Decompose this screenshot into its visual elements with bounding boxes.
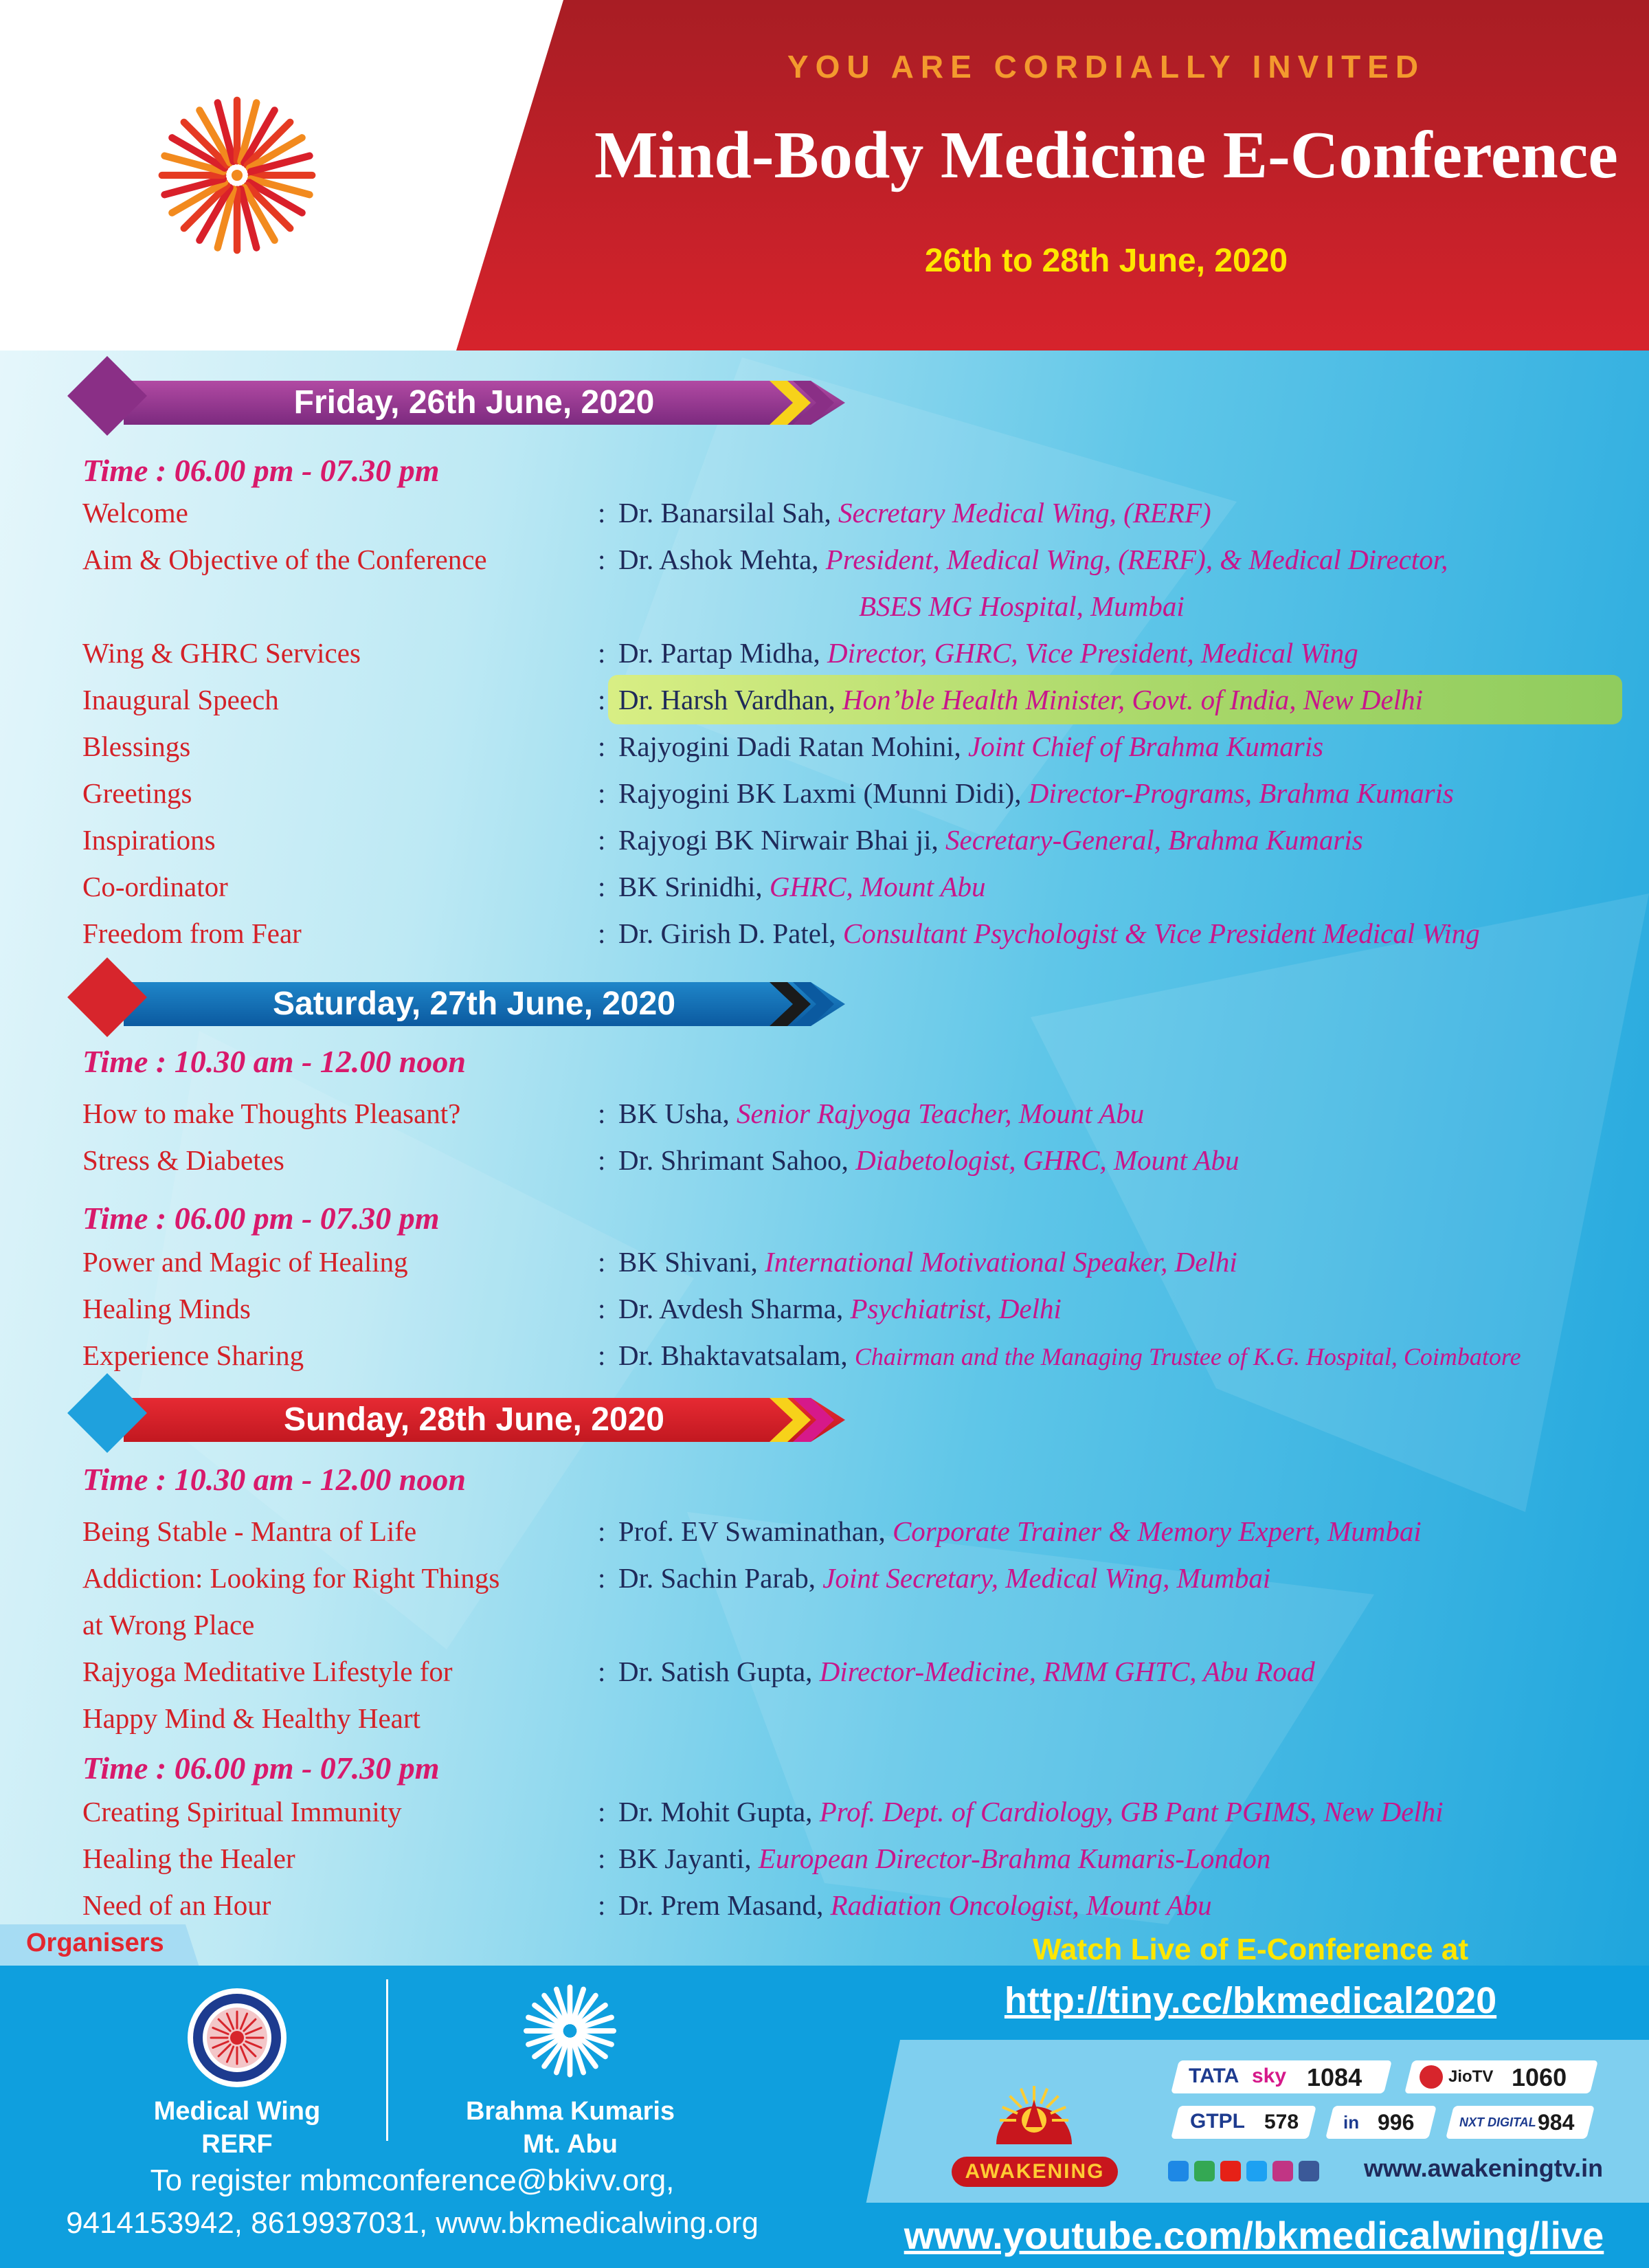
channel-nxt-digital: [1446, 2106, 1595, 2139]
session-time: Time : 06.00 pm - 07.30 pm: [82, 453, 440, 488]
agenda-topic: Welcome: [82, 497, 188, 529]
organisers-label: Organisers: [26, 1928, 164, 1957]
day-label: Friday, 26th June, 2020: [293, 384, 655, 421]
agenda-row: [82, 917, 1649, 958]
agenda-topic: Greetings: [82, 777, 192, 809]
channel-number: 1084: [1307, 2063, 1362, 2091]
speaker-name: Rajyogini BK Laxmi (Munni Didi),: [618, 777, 1022, 809]
agenda-row: [82, 543, 1649, 631]
separator-colon: :: [598, 1098, 606, 1129]
web-icon[interactable]: [1168, 2161, 1189, 2181]
channel-name: JioTV: [1448, 2067, 1494, 2086]
agenda-row: [82, 1561, 1649, 1649]
day-banner-sunday: [76, 1381, 866, 1458]
day-label: Saturday, 27th June, 2020: [272, 986, 676, 1022]
separator-colon: :: [598, 1293, 606, 1324]
agenda-speaker-line: [618, 823, 1363, 856]
agenda-topic: Power and Magic of Healing: [82, 1246, 408, 1278]
agenda-topic: Healing the Healer: [82, 1843, 295, 1874]
speaker-role: President, Medical Wing, (RERF), & Medical Director,: [825, 544, 1448, 575]
conference-title: Mind-Body Medicine E-Conference: [594, 118, 1618, 192]
speaker-name: Dr. Satish Gupta,: [618, 1656, 813, 1687]
awakening-website[interactable]: www.awakeningtv.in: [1364, 2154, 1604, 2182]
day-banner-friday: [76, 364, 866, 441]
speaker-name: Rajyogi BK Nirwair Bhai ji,: [618, 824, 939, 856]
separator-colon: :: [598, 497, 606, 529]
separator-colon: :: [598, 777, 606, 809]
speaker-role: Director, GHRC, Vice President, Medical Wing: [827, 637, 1358, 669]
speaker-role-continued: BSES MG Hospital, Mumbai: [859, 590, 1185, 622]
separator-colon: :: [598, 1246, 606, 1278]
speaker-name: Dr. Avdesh Sharma,: [618, 1293, 844, 1324]
agenda-row: [82, 496, 1649, 537]
agenda-topic: Need of an Hour: [82, 1889, 271, 1921]
speaker-role: Psychiatrist, Delhi: [850, 1293, 1062, 1324]
separator-colon: :: [598, 871, 606, 902]
separator-colon: :: [598, 918, 606, 949]
separator-colon: :: [598, 1843, 606, 1874]
agenda-speaker-line: [618, 1842, 1270, 1875]
agenda-row: [82, 730, 1649, 771]
separator-colon: :: [598, 1796, 606, 1827]
channel-jiotv: [1404, 2060, 1598, 2093]
speaker-name: Dr. Prem Masand,: [618, 1889, 824, 1921]
agenda-topic: How to make Thoughts Pleasant?: [82, 1098, 461, 1129]
agenda-row: [82, 1515, 1649, 1556]
register-contacts: 9414153942, 8619937031, www.bkmedicalwing.org: [66, 2206, 759, 2240]
agenda-topic: Addiction: Looking for Right Things: [82, 1562, 500, 1594]
agenda-speaker-line: [618, 543, 1448, 576]
background-facet: [1031, 893, 1649, 1512]
speaker-role: Corporate Trainer & Memory Expert, Mumbai: [892, 1515, 1422, 1547]
separator-colon: :: [598, 1339, 606, 1371]
speaker-role: Director-Programs, Brahma Kumaris: [1028, 777, 1454, 809]
speaker-role: Chairman and the Managing Trustee of K.G. Hospital, Coimbatore: [854, 1343, 1521, 1370]
agenda-topic: Co-ordinator: [82, 871, 228, 902]
invite-heading: YOU ARE CORDIALLY INVITED: [787, 49, 1426, 85]
agenda-speaker-line: [618, 1889, 1212, 1922]
agenda-speaker-line: [618, 917, 1480, 950]
speaker-role: Secretary-General, Brahma Kumaris: [945, 824, 1363, 856]
speaker-name: BK Jayanti,: [618, 1843, 752, 1874]
speaker-role: Director-Medicine, RMM GHTC, Abu Road: [819, 1656, 1315, 1687]
separator-colon: :: [598, 731, 606, 762]
channel-number: 1060: [1512, 2063, 1567, 2091]
speaker-name: Dr. Mohit Gupta,: [618, 1796, 813, 1827]
agenda-topic: Aim & Objective of the Conference: [82, 544, 487, 575]
agenda-topic: Freedom from Fear: [82, 918, 302, 949]
speaker-role: GHRC, Mount Abu: [769, 871, 986, 902]
agenda-speaker-line: [618, 683, 1423, 716]
separator-colon: :: [598, 1144, 606, 1176]
agenda-speaker-line: [618, 870, 986, 903]
conference-dates: 26th to 28th June, 2020: [924, 243, 1288, 279]
channel-content: [1175, 2060, 1388, 2093]
agenda-topic-continued: Happy Mind & Healthy Heart: [82, 1702, 420, 1734]
organiser-subname: Mt. Abu: [523, 2130, 618, 2159]
agenda-speaker-line: [618, 730, 1323, 763]
agenda-row: [82, 823, 1649, 865]
register-email: To register mbmconference@bkivv.org,: [150, 2164, 675, 2197]
session-time: Time : 06.00 pm - 07.30 pm: [82, 1750, 440, 1786]
agenda-topic: Wing & GHRC Services: [82, 637, 361, 669]
organisers-divider: [386, 1979, 388, 2141]
awakening-label: AWAKENING: [952, 2157, 1118, 2187]
separator-colon: :: [598, 1656, 606, 1687]
agenda-topic: Rajyoga Meditative Lifestyle for: [82, 1656, 453, 1687]
agenda-topic: Blessings: [82, 731, 191, 762]
channel-number: 984: [1538, 2110, 1575, 2135]
twitter-icon[interactable]: [1246, 2161, 1267, 2181]
agenda-row: [82, 1292, 1649, 1333]
speaker-name: BK Srinidhi,: [618, 871, 763, 902]
agenda-topic: Stress & Diabetes: [82, 1144, 284, 1176]
separator-colon: :: [598, 637, 606, 669]
speaker-role: Prof. Dept. of Cardiology, GB Pant PGIMS, New Delhi: [819, 1796, 1444, 1827]
instagram-icon[interactable]: [1272, 2161, 1293, 2181]
agenda-row: [82, 1339, 1649, 1380]
social-icons: [1168, 2158, 1347, 2188]
speaker-name: Dr. Bhaktavatsalam,: [618, 1339, 848, 1371]
channel-content: [1330, 2106, 1433, 2139]
awakening-tv-logo-icon: [983, 2062, 1086, 2151]
watch-live-link[interactable]: http://tiny.cc/bkmedical2020: [1004, 1980, 1497, 2021]
channel-content: [1409, 2060, 1594, 2093]
agenda-topic: Creating Spiritual Immunity: [82, 1796, 402, 1827]
separator-colon: :: [598, 1889, 606, 1921]
speaker-role: Senior Rajyoga Teacher, Mount Abu: [736, 1098, 1145, 1129]
separator-colon: :: [598, 544, 606, 575]
agenda-row: [82, 1655, 1649, 1743]
agenda-topic: Inspirations: [82, 824, 216, 856]
separator-colon: :: [598, 1515, 606, 1547]
agenda-row: [82, 870, 1649, 911]
agenda-topic: Being Stable - Mantra of Life: [82, 1515, 417, 1547]
agenda-speaker-line: [618, 1245, 1237, 1278]
session-time: Time : 06.00 pm - 07.30 pm: [82, 1201, 440, 1236]
speaker-name: Dr. Harsh Vardhan,: [618, 684, 835, 715]
jiotv-icon: [1420, 2065, 1443, 2089]
agenda-row: [82, 636, 1649, 678]
session-time: Time : 10.30 am - 12.00 noon: [82, 1044, 466, 1079]
medical-wing-seal-icon: [186, 1986, 289, 2089]
channel-name: GTPL: [1190, 2110, 1245, 2133]
speaker-role: Hon’ble Health Minister, Govt. of India, New Delhi: [842, 684, 1423, 715]
channel-name: in: [1343, 2112, 1360, 2133]
channel-name-sky: sky: [1252, 2065, 1287, 2087]
channel-tatasky: [1171, 2060, 1392, 2093]
speaker-name: Dr. Shrimant Sahoo,: [618, 1144, 849, 1176]
speaker-role: European Director-Brahma Kumaris-London: [758, 1843, 1271, 1874]
channel-content: [1175, 2106, 1312, 2139]
speaker-name: Prof. EV Swaminathan,: [618, 1515, 886, 1547]
brahma-kumaris-logo-icon: [524, 1979, 616, 2082]
speaker-role: Secretary Medical Wing, (RERF): [838, 497, 1211, 529]
agenda-row: [82, 683, 1649, 724]
organiser-subname: RERF: [201, 2130, 273, 2159]
separator-colon: :: [598, 684, 606, 715]
agenda-row: [82, 1842, 1649, 1883]
play-store-icon[interactable]: [1194, 2161, 1215, 2181]
agenda-row: [82, 1889, 1649, 1930]
speaker-role: Joint Secretary, Medical Wing, Mumbai: [822, 1562, 1271, 1594]
agenda-row: [82, 777, 1649, 818]
youtube-live-link[interactable]: www.youtube.com/bkmedicalwing/live: [904, 2214, 1604, 2257]
agenda-row: [82, 1097, 1649, 1138]
channel-content: [1450, 2106, 1591, 2139]
speaker-name: Rajyogini Dadi Ratan Mohini,: [618, 731, 961, 762]
speaker-name: Dr. Partap Midha,: [618, 637, 820, 669]
day-label: Sunday, 28th June, 2020: [284, 1401, 664, 1438]
agenda-row: [82, 1795, 1649, 1836]
session-time: Time : 10.30 am - 12.00 noon: [82, 1462, 466, 1497]
speaker-role: Radiation Oncologist, Mount Abu: [830, 1889, 1212, 1921]
organiser-name: Brahma Kumaris: [465, 2097, 675, 2126]
agenda-speaker-line: [618, 1292, 1062, 1325]
separator-colon: :: [598, 1562, 606, 1594]
day-banner-saturday: [76, 966, 866, 1043]
agenda-topic: Healing Minds: [82, 1293, 251, 1324]
channel-number: 996: [1378, 2110, 1415, 2135]
speaker-role: Diabetologist, GHRC, Mount Abu: [855, 1144, 1239, 1176]
agenda-speaker-line: [618, 496, 1211, 529]
speaker-role: International Motivational Speaker, Delhi: [765, 1246, 1237, 1278]
channel-name: TATA: [1189, 2065, 1239, 2087]
speaker-role: Joint Chief of Brahma Kumaris: [968, 731, 1324, 762]
agenda-speaker-line: [618, 1097, 1144, 1130]
agenda-speaker-line: [618, 1561, 1270, 1594]
speaker-name: Dr. Banarsilal Sah,: [618, 497, 831, 529]
agenda-topic: Inaugural Speech: [82, 684, 279, 715]
speaker-name: BK Shivani,: [618, 1246, 758, 1278]
youtube-icon[interactable]: [1220, 2161, 1241, 2181]
channel-number: 578: [1264, 2111, 1299, 2133]
channel-gtpl: [1171, 2106, 1316, 2139]
speaker-role: Consultant Psychologist & Vice President Medical Wing: [842, 918, 1480, 949]
speaker-name: Dr. Ashok Mehta,: [618, 544, 819, 575]
organiser-name: Medical Wing: [153, 2097, 321, 2126]
agenda-speaker-line: [618, 1339, 1521, 1372]
speaker-name: Dr. Girish D. Patel,: [618, 918, 836, 949]
agenda-row: [82, 1245, 1649, 1287]
agenda-speaker-line: [618, 1795, 1444, 1828]
agenda-row: [82, 1144, 1649, 1185]
agenda-speaker-line: [618, 777, 1454, 810]
agenda-topic-continued: at Wrong Place: [82, 1609, 255, 1641]
speaker-name: Dr. Sachin Parab,: [618, 1562, 816, 1594]
speaker-name: BK Usha,: [618, 1098, 730, 1129]
separator-colon: :: [598, 824, 606, 856]
brahma-kumaris-sunburst-icon: [158, 96, 316, 254]
organiser-brahma-kumaris: [440, 2095, 701, 2161]
channel-name: NXT DIGITAL: [1459, 2115, 1536, 2129]
agenda-speaker-line: [618, 636, 1358, 669]
agenda-speaker-line: [618, 1144, 1239, 1177]
watch-live-label: Watch Live of E-Conference at: [1032, 1933, 1469, 1966]
agenda-speaker-line: [618, 1515, 1422, 1548]
agenda-speaker-line: [618, 1655, 1315, 1688]
agenda-topic: Experience Sharing: [82, 1339, 304, 1371]
organiser-medical-wing: [124, 2095, 350, 2161]
channel-in-digital: [1325, 2106, 1437, 2139]
facebook-icon[interactable]: [1299, 2161, 1319, 2181]
